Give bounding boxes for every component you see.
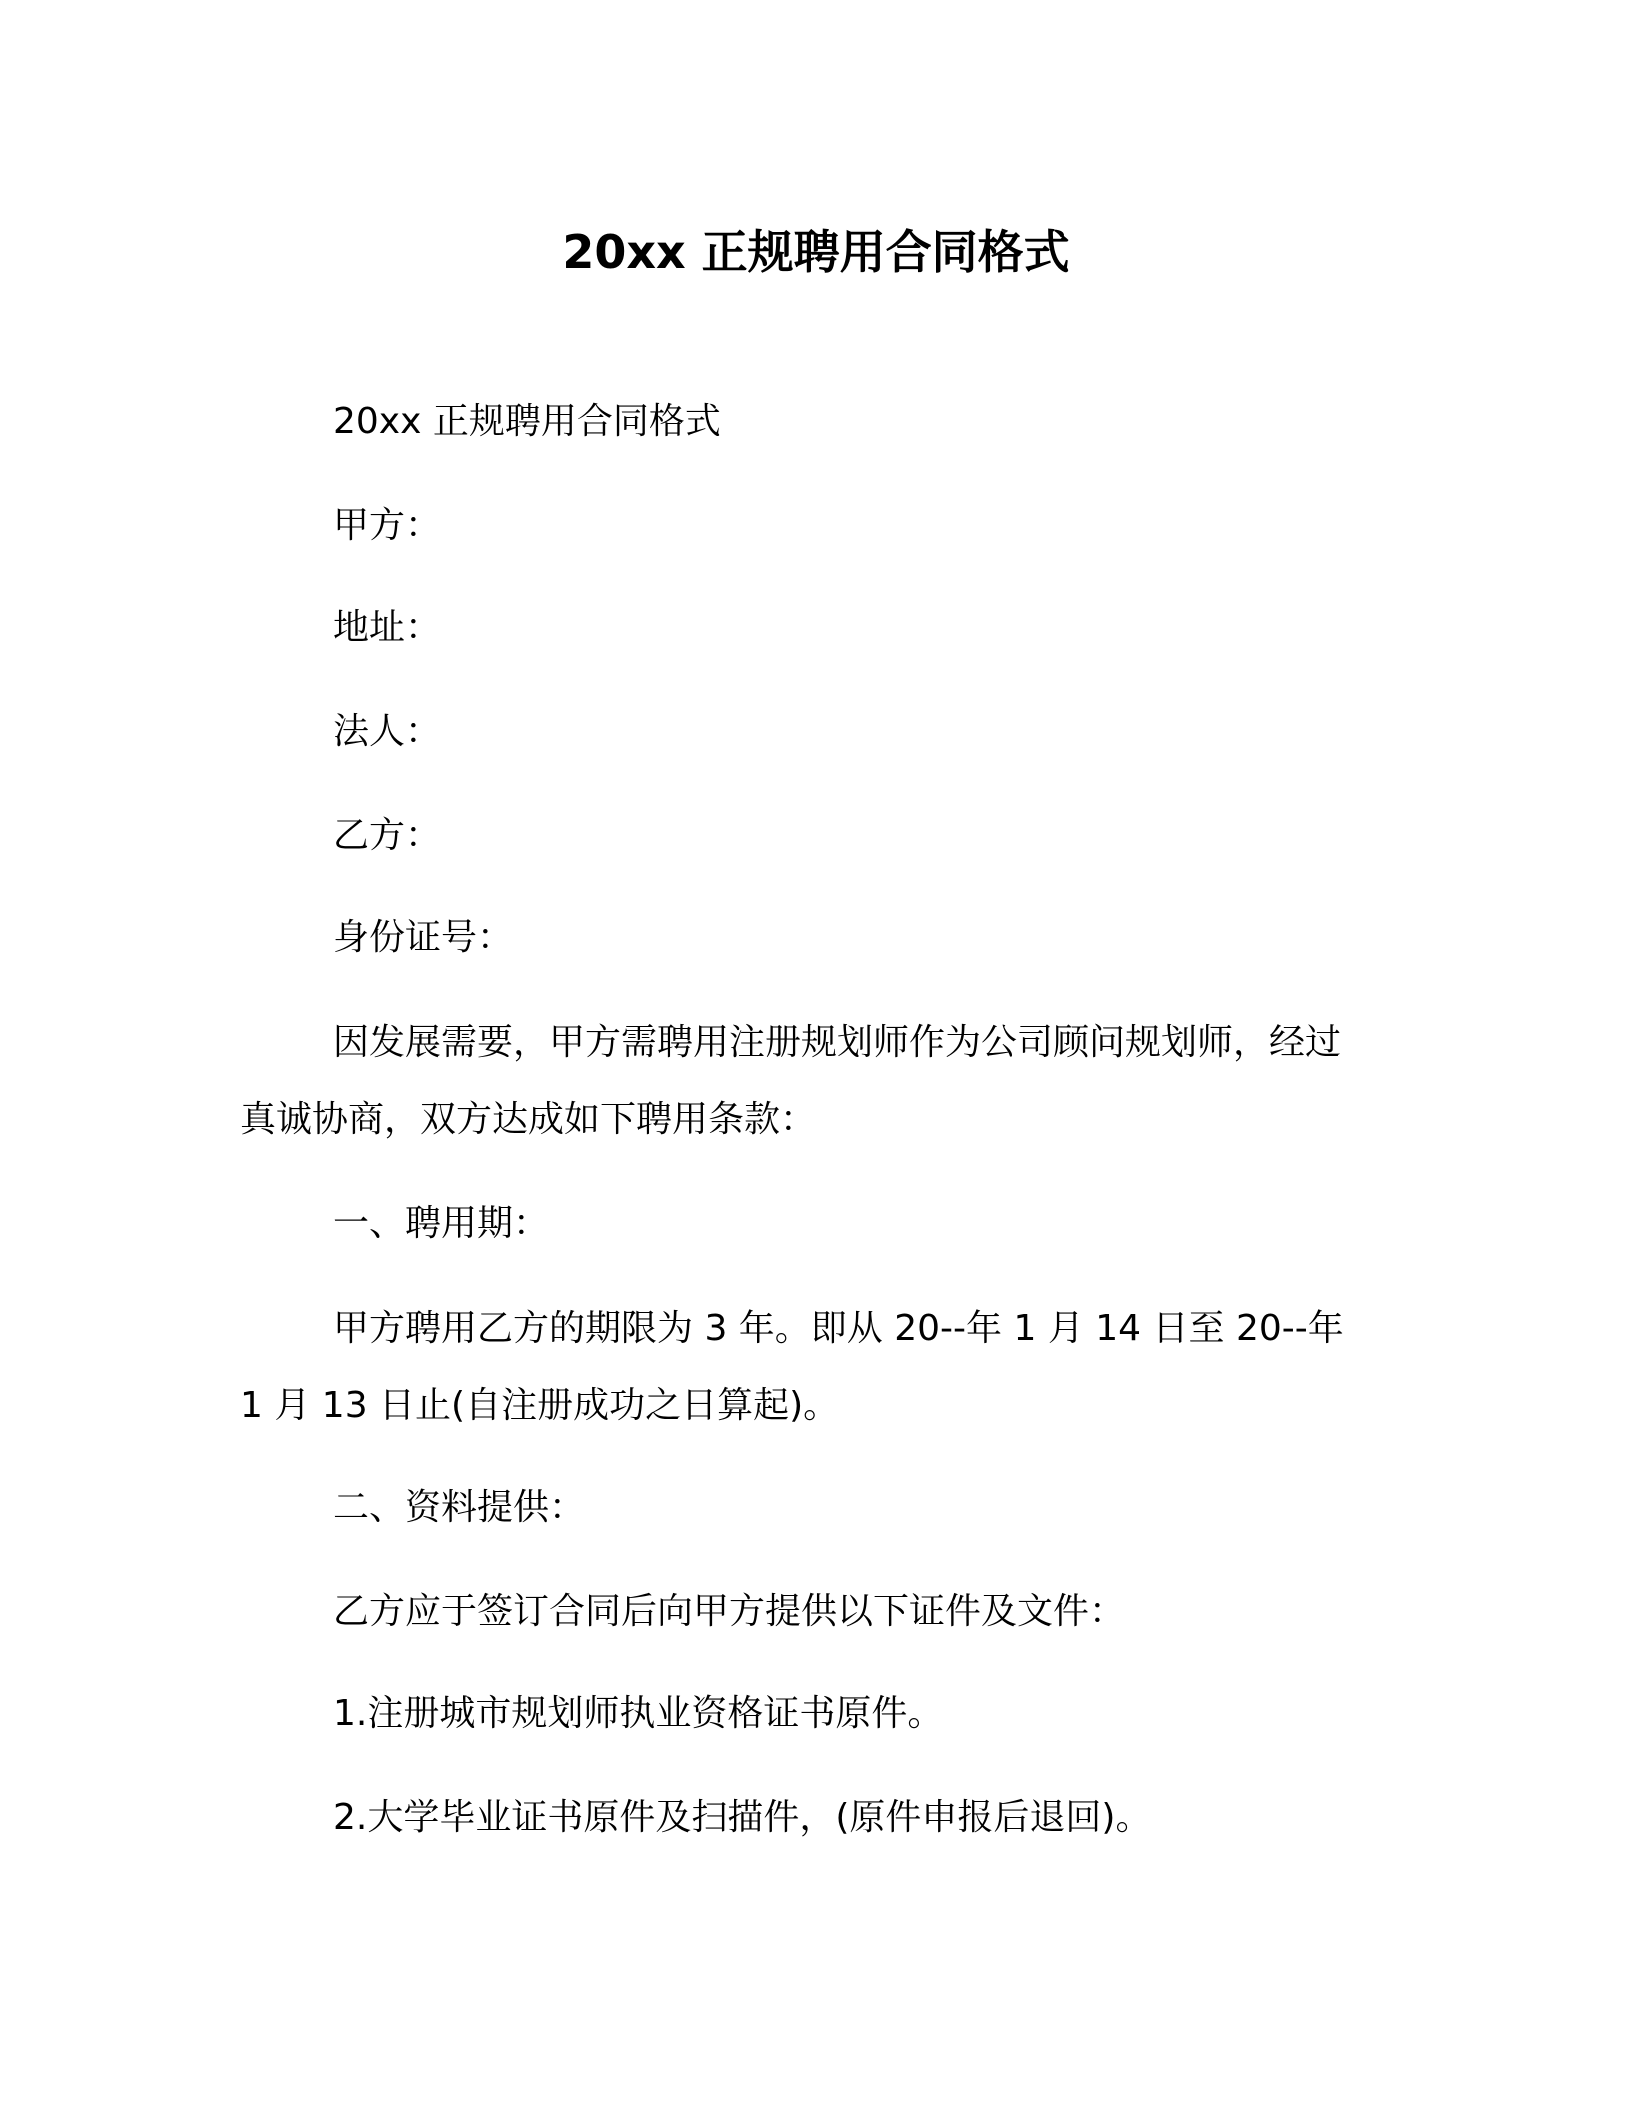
document-title: 20xx 正规聘用合同格式 [562,225,1070,279]
paragraph-address: 地址： [333,607,442,648]
paragraph-section-1-heading: 一、聘用期： [333,1203,550,1244]
paragraph-id-number: 身份证号： [333,917,514,958]
paragraph-section-2-heading: 二、资料提供： [333,1487,586,1528]
paragraph-term: 甲方聘用乙方的期限为 3 年。即从 20--年 1 月 14 日至 20--年 1 月 13 日止(自注册成功之日算起)。 [240,1308,1344,1426]
paragraph-party-a: 甲方： [333,505,442,546]
paragraph-documents-intro: 乙方应于签订合同后向甲方提供以下证件及文件： [333,1591,1126,1632]
paragraph-purpose: 因发展需要，甲方需聘用注册规划师作为公司顾问规划师，经过真诚协商，双方达成如下聘用条款： [240,1022,1342,1140]
paragraph-document-item-2: 2.大学毕业证书原件及扫描件，(原件申报后退回)。 [333,1797,1152,1838]
paragraph-party-b: 乙方： [333,815,442,856]
paragraph-subtitle: 20xx 正规聘用合同格式 [333,401,721,442]
paragraph-document-item-1: 1.注册城市规划师执业资格证书原件。 [333,1693,944,1734]
paragraph-legal-person: 法人： [333,711,442,752]
